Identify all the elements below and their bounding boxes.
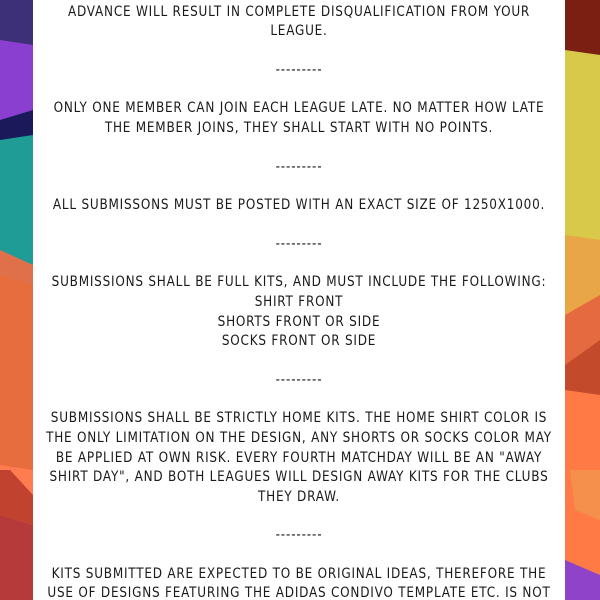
rule-line: SUBMISSIONS SHALL BE FULL KITS, AND MUST INCLUDE THE FOLLOWING: (51, 274, 547, 291)
rule-line: BE APPLIED AT OWN RISK. EVERY FOURTH MATCHDAY WILL BE AN "AWAY (55, 449, 543, 466)
rule-line: SUBMISSIONS SHALL BE STRICTLY HOME KITS. THE HOME SHIRT COLOR IS (50, 410, 548, 427)
rule-line: THEY DRAW. (257, 488, 341, 505)
rule-block-2 (41, 99, 557, 138)
rule-block-1 (41, 0, 557, 42)
rule-line: THE MEMBER JOINS, THEY SHALL START WITH NO POINTS. (104, 119, 494, 136)
rule-line: LEAGUE. (270, 23, 328, 40)
rules-text (46, 0, 552, 600)
rule-block-5 (41, 409, 557, 507)
rule-line: SOCKS FRONT OR SIDE (221, 333, 377, 350)
rule-line: ONLY ONE MEMBER CAN JOIN EACH LEAGUE LATE. NO MATTER HOW LATE (53, 100, 545, 117)
divider: --------- (275, 158, 323, 175)
rule-line: USE OF DESIGNS FEATURING THE ADIDAS CONDIVO TEMPLATE ETC. IS NOT (47, 585, 551, 600)
rule-block-4 (41, 273, 557, 351)
rule-line: SHIRT DAY", AND BOTH LEAGUES WILL DESIGN AWAY KITS FOR THE CLUBS (49, 469, 549, 486)
rule-line: ALL SUBMISSONS MUST BE POSTED WITH AN EXACT SIZE OF 1250X1000. (52, 197, 546, 214)
rules-panel (33, 0, 565, 600)
rule-line: THE ONLY LIMITATION ON THE DESIGN, ANY SHORTS OR SOCKS COLOR MAY (46, 429, 552, 446)
divider: --------- (275, 235, 323, 252)
rule-line: SHIRT FRONT (254, 293, 344, 310)
divider: --------- (275, 371, 323, 388)
rule-block-3 (41, 196, 557, 216)
divider: --------- (275, 61, 323, 78)
divider: --------- (275, 527, 323, 544)
rule-line: SHORTS FRONT OR SIDE (217, 313, 381, 330)
rule-block-6 (41, 565, 557, 600)
rule-line: KITS SUBMITTED ARE EXPECTED TO BE ORIGINAL IDEAS, THEREFORE THE (51, 565, 547, 582)
rule-line: ADVANCE WILL RESULT IN COMPLETE DISQUALIFICATION FROM YOUR (67, 3, 531, 20)
